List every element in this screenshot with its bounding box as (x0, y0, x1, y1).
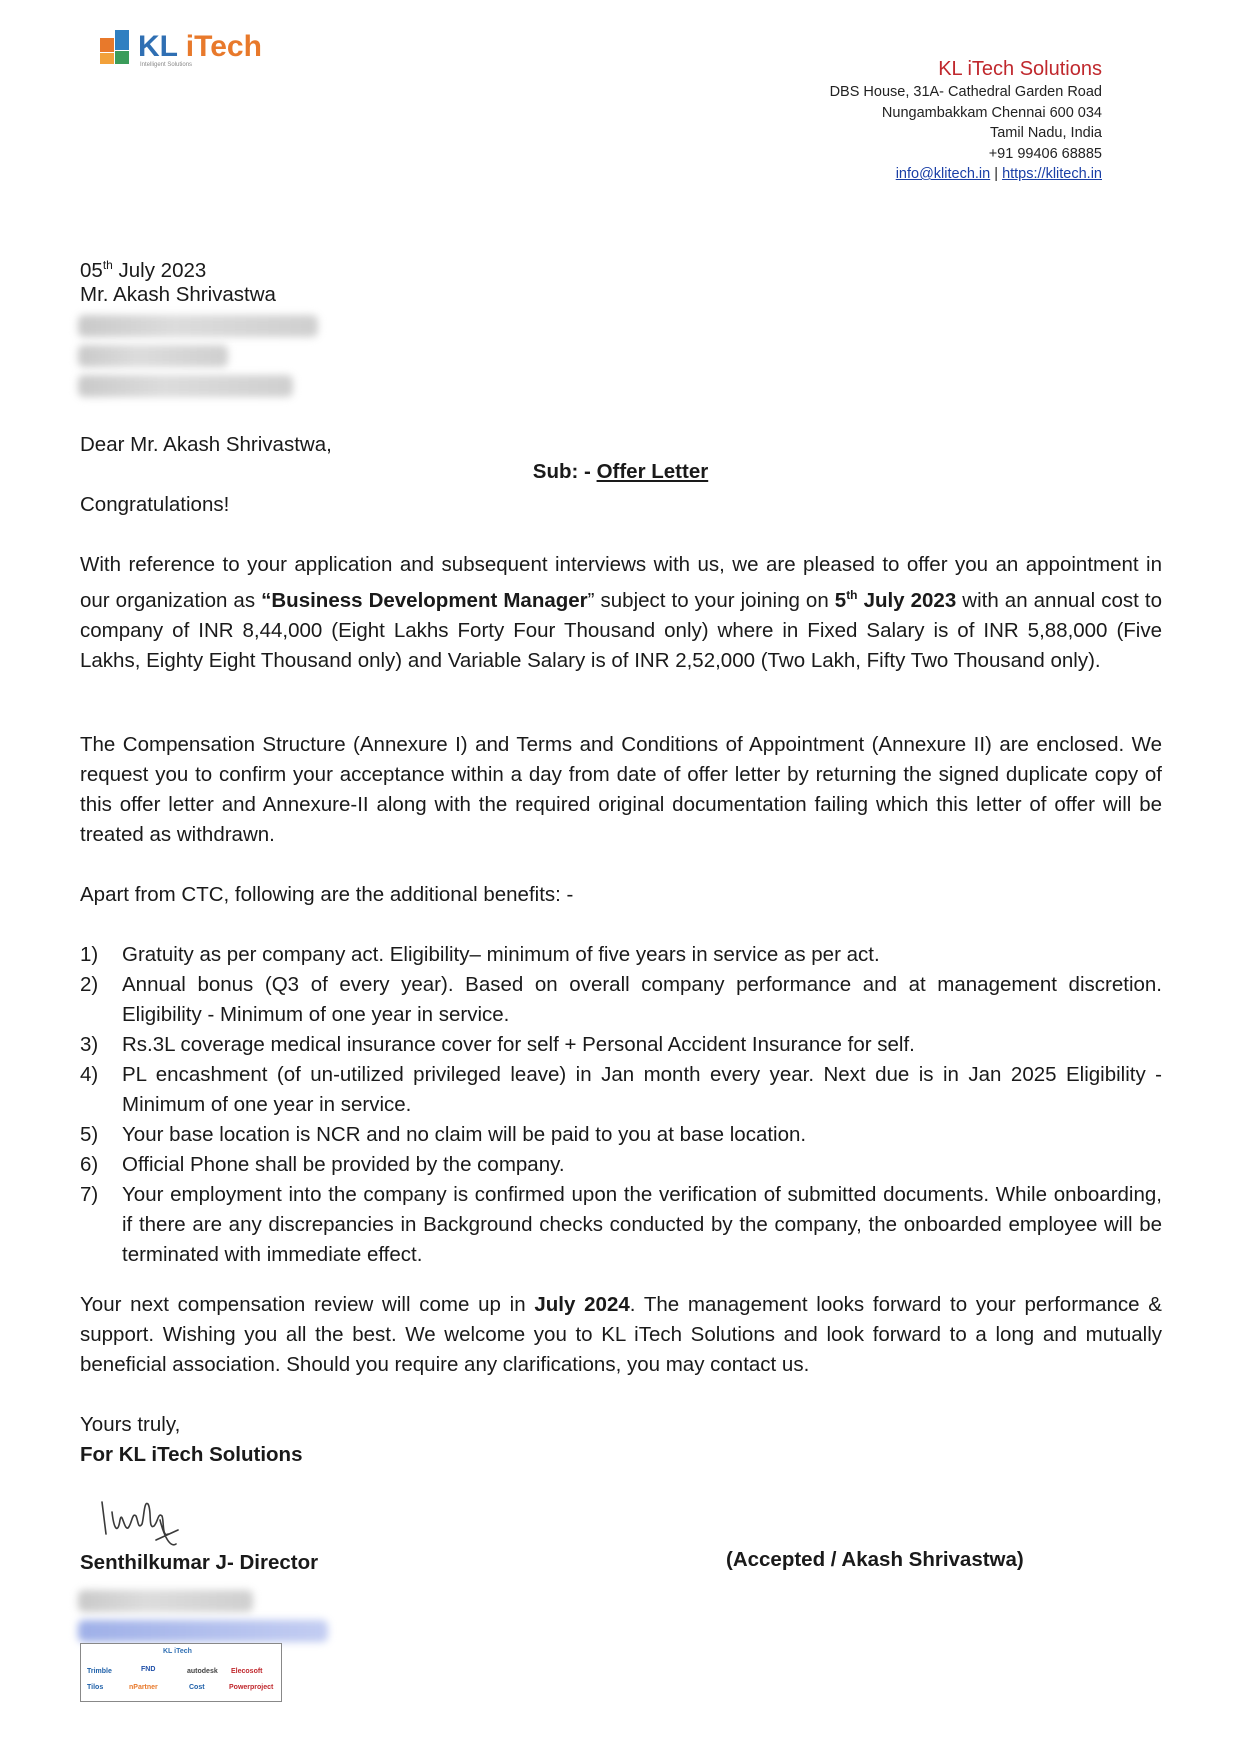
signature-image (98, 1490, 188, 1550)
list-item: 1) Gratuity as per company act. Eligibility– minimum of five years in service as per act. (80, 943, 880, 966)
subject-line: Sub: - Offer Letter (532, 460, 709, 483)
list-item: 5) Your base location is NCR and no claim will be paid to you at base location. (80, 1123, 807, 1146)
signatory: Senthilkumar J- Director (80, 1551, 319, 1574)
redacted-address-line (78, 315, 318, 337)
website-link[interactable]: https://klitech.in (1002, 166, 1102, 182)
closing: Yours truly, (80, 1413, 181, 1436)
partner-logo: KL iTech (163, 1648, 192, 1655)
congratulations: Congratulations! (80, 493, 230, 516)
benefits-list (80, 940, 1162, 1270)
logo-wordmark: KL iTech (138, 30, 262, 63)
list-item: 6) Official Phone shall be provided by the company. (80, 1153, 565, 1176)
logo-mark-icon (100, 30, 132, 64)
partner-logo: Cost (189, 1684, 205, 1691)
logo-tagline: Intelligent Solutions (140, 62, 193, 68)
partner-logo: Trimble (87, 1668, 112, 1675)
review-paragraph: Your next compensation review will come up in July 2024. The management looks forward to your performance & support. Wishing you all the best. We welcome you to KL iTech Solutions and look forward to a long and mutually beneficial association. Should you require any clarifications, you may contact us. (80, 1293, 1162, 1376)
partner-logo: Tilos (87, 1684, 104, 1691)
salutation: Dear Mr. Akash Shrivastwa, (80, 433, 332, 456)
partner-logo: autodesk (187, 1668, 218, 1675)
partner-logo: FND (141, 1666, 156, 1673)
accepted-label: (Accepted / Akash Shrivastwa) (726, 1548, 1024, 1571)
compensation-paragraph: The Compensation Structure (Annexure I) and Terms and Conditions of Appointment (Annexure II) are enclosed. We request you to confirm your acceptance within a day from date of offer letter by returning the signed duplicate copy of this offer letter and Annexure-II along with the required original documentation failing which this letter of offer will be treated as withdrawn. (80, 733, 1162, 846)
for-company: For KL iTech Solutions (80, 1443, 303, 1466)
list-item: 4) PL encashment (of un-utilized privileged leave) in Jan month every year. Next due is in Jan 2025 Eligibility - Minimum of one year in service. (80, 1063, 1162, 1116)
email-link[interactable]: info@klitech.in (895, 166, 991, 182)
partner-logo: Elecosoft (231, 1668, 263, 1675)
link-separator: | (994, 166, 999, 182)
address-line-2: Nungambakkam Chennai 600 034 (881, 104, 1102, 121)
contact-links (830, 164, 1102, 185)
company-name: KL iTech Solutions (938, 58, 1102, 80)
address-line-1: DBS House, 31A- Cathedral Garden Road (829, 84, 1102, 100)
partner-logo: nPartner (129, 1684, 158, 1691)
recipient-name: Mr. Akash Shrivastwa (80, 283, 276, 306)
company-logo (100, 30, 262, 68)
letter-date: 05th July 2023 (80, 258, 207, 282)
partner-logos-strip (80, 1643, 282, 1702)
subject-title: Offer Letter (596, 460, 709, 483)
list-item: 2) Annual bonus (Q3 of every year). Based on overall company performance and at management discretion. Eligibility - Minimum of one year in service. (80, 973, 1162, 1026)
redacted-address-line (78, 345, 228, 367)
list-item: 7) Your employment into the company is confirmed upon the verification of submitted documents. While onboarding, if there are any discrepancies in Background checks conducted by the company, the onboarded employee will be terminated with immediate effect. (80, 1183, 1162, 1266)
redacted-address-line (78, 375, 293, 397)
partner-logo: Powerproject (229, 1684, 274, 1691)
benefits-intro: Apart from CTC, following are the additional benefits: - (80, 883, 574, 906)
address-line-3: Tamil Nadu, India (989, 125, 1102, 141)
list-item: 3) Rs.3L coverage medical insurance cover for self + Personal Accident Insurance for self. (80, 1033, 915, 1056)
offer-paragraph: With reference to your application and subsequent interviews with us, we are pleased to offer you an appointment in our organization as “Business Development Manager” subject to your joining on 5th July 2023 with an annual cost to company of INR 8,44,000 (Eight Lakhs Forty Four Thousand only) where in Fixed Salary is of INR 5,88,000 (Five Lakhs, Eighty Eight Thousand only) and Variable Salary is of INR 2,52,000 (Two Lakh, Fifty Two Thousand only). (80, 553, 1163, 672)
company-address-block (830, 57, 1102, 185)
company-phone: +91 99406 68885 (988, 145, 1102, 162)
redacted-email-line (78, 1620, 328, 1642)
redacted-contact-line (78, 1590, 253, 1612)
